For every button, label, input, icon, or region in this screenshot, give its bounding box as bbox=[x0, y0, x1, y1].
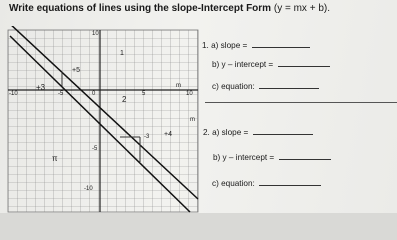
annotation-b-mark: π bbox=[52, 154, 58, 163]
q2-intercept-label: b) y – intercept = bbox=[213, 153, 275, 162]
tick-x-right: 10 bbox=[186, 91, 193, 97]
q2-slope-label: a) slope = bbox=[212, 128, 249, 137]
tick-y-top: 10 bbox=[92, 31, 99, 37]
q2-number: 2. bbox=[203, 128, 210, 137]
title-text: Write equations of lines using the slope-Intercept Form bbox=[9, 3, 272, 14]
q2-slope-blank[interactable] bbox=[253, 126, 313, 135]
annotation-m-right: m bbox=[176, 83, 181, 89]
q1-intercept bbox=[212, 58, 330, 69]
q2-intercept-blank[interactable] bbox=[279, 151, 331, 160]
tick-y-bottom: -10 bbox=[84, 186, 93, 192]
q2-slope bbox=[203, 126, 313, 137]
title-formula: (y = mx + b). bbox=[273, 3, 330, 14]
coordinate-graph bbox=[0, 26, 200, 213]
q2-intercept bbox=[213, 151, 331, 162]
annotation-minus-three: -3 bbox=[144, 134, 150, 140]
tick-x-pos5: 5 bbox=[142, 91, 146, 97]
tick-y-neg5: -5 bbox=[92, 146, 98, 152]
q2-equation-label: c) equation: bbox=[212, 179, 255, 188]
q1-intercept-label: b) y – intercept = bbox=[212, 60, 274, 69]
graph-grid bbox=[8, 30, 198, 212]
worksheet-title bbox=[9, 3, 330, 14]
annotation-one: 1 bbox=[120, 50, 124, 57]
question-separator bbox=[205, 102, 397, 103]
annotation-plus-three: +3 bbox=[36, 83, 46, 92]
tick-x-zero: 0 bbox=[92, 91, 96, 97]
annotation-two: 2 bbox=[122, 95, 127, 104]
q1-slope-label: a) slope = bbox=[211, 41, 248, 50]
annotation-plus-five: +5 bbox=[72, 67, 80, 74]
q2-equation-blank[interactable] bbox=[259, 177, 321, 186]
q1-intercept-blank[interactable] bbox=[278, 58, 330, 67]
tick-x-left: -10 bbox=[9, 91, 18, 97]
q1-number: 1. bbox=[202, 41, 209, 50]
q2-equation bbox=[212, 177, 321, 188]
q1-slope bbox=[202, 39, 310, 50]
q1-equation bbox=[212, 80, 319, 91]
q1-equation-label: c) equation: bbox=[212, 82, 255, 91]
annotation-plus-four: +4 bbox=[164, 131, 172, 138]
tick-x-neg5: -5 bbox=[58, 91, 64, 97]
annotation-m-left: m bbox=[190, 117, 195, 123]
q1-slope-blank[interactable] bbox=[252, 39, 310, 48]
q1-equation-blank[interactable] bbox=[259, 80, 319, 89]
